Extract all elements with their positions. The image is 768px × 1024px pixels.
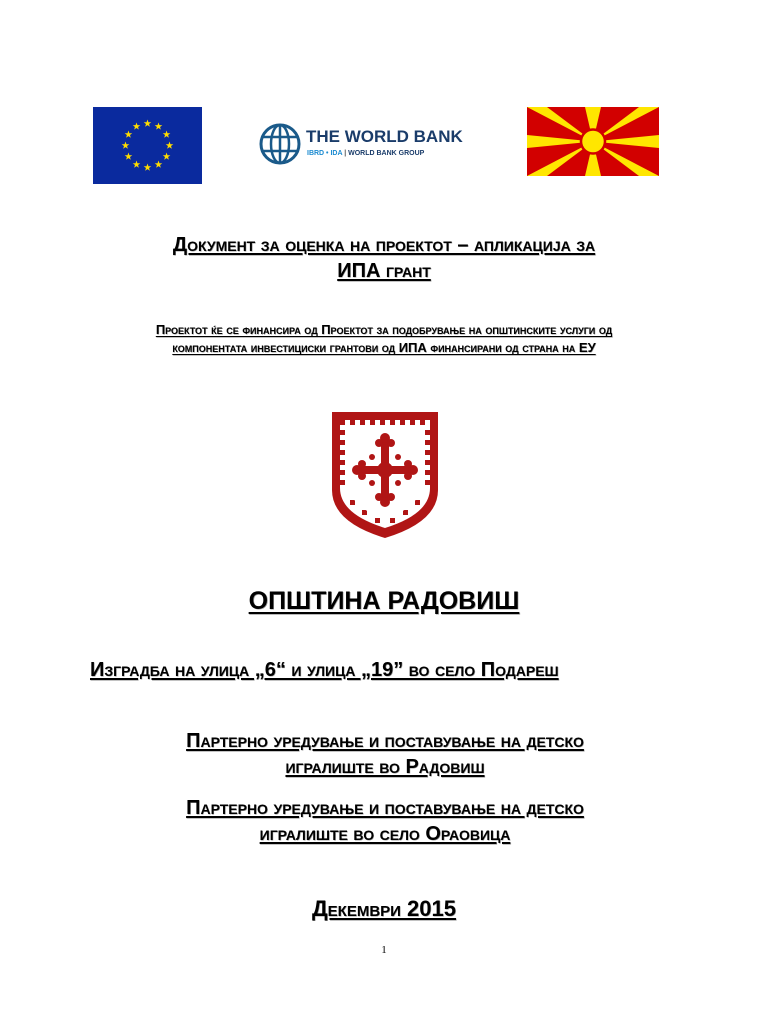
document-subtitle	[90, 321, 678, 357]
document-title	[80, 232, 688, 284]
municipality-crest	[330, 410, 440, 540]
crest-cross-icon	[330, 410, 440, 540]
project-2-line2: игралиште во Радовиш	[285, 756, 485, 778]
macedonia-sun-icon	[527, 107, 659, 176]
page-number: 1	[381, 944, 387, 956]
document-subtitle-line2: компонентата инвестициски грантови од ИПА финансирани од страна на ЕУ	[172, 340, 596, 355]
macedonia-flag-logo	[527, 107, 659, 176]
world-bank-tagline-right: WORLD BANK GROUP	[348, 150, 425, 157]
project-3-line2: игралиште во село Ораовица	[259, 823, 511, 845]
document-title-line1: Документ за оценка на проектот – апликација за	[172, 234, 596, 256]
document-subtitle-line1: Проектот ќе се финансира од Проектот за подобрување на општинските услуги од	[155, 322, 613, 337]
world-bank-name: THE WORLD BANK	[306, 127, 463, 146]
document-title-line2: ИПА грант	[337, 260, 431, 282]
project-2-line1: Партерно уредување и поставување на детско	[186, 730, 584, 752]
world-bank-tagline: IBRD • IDA | WORLD BANK GROUP	[307, 150, 425, 157]
project-1-title: Изградба на улица „6“ и улица „19” во село Подареш	[90, 659, 559, 681]
municipality-name: ОПШТИНА РАДОВИШ	[248, 587, 520, 615]
world-bank-tagline-left: IBRD • IDA	[307, 150, 343, 157]
project-3-line1: Партерно уредување и поставување на детско	[186, 797, 584, 819]
document-date-text: Декември 2015	[311, 896, 456, 921]
world-bank-logo	[258, 120, 473, 168]
document-date	[80, 896, 688, 922]
eu-flag-logo	[93, 107, 202, 184]
project-2-title	[90, 728, 680, 780]
eu-stars-icon	[93, 107, 202, 184]
project-3-title	[90, 795, 680, 847]
